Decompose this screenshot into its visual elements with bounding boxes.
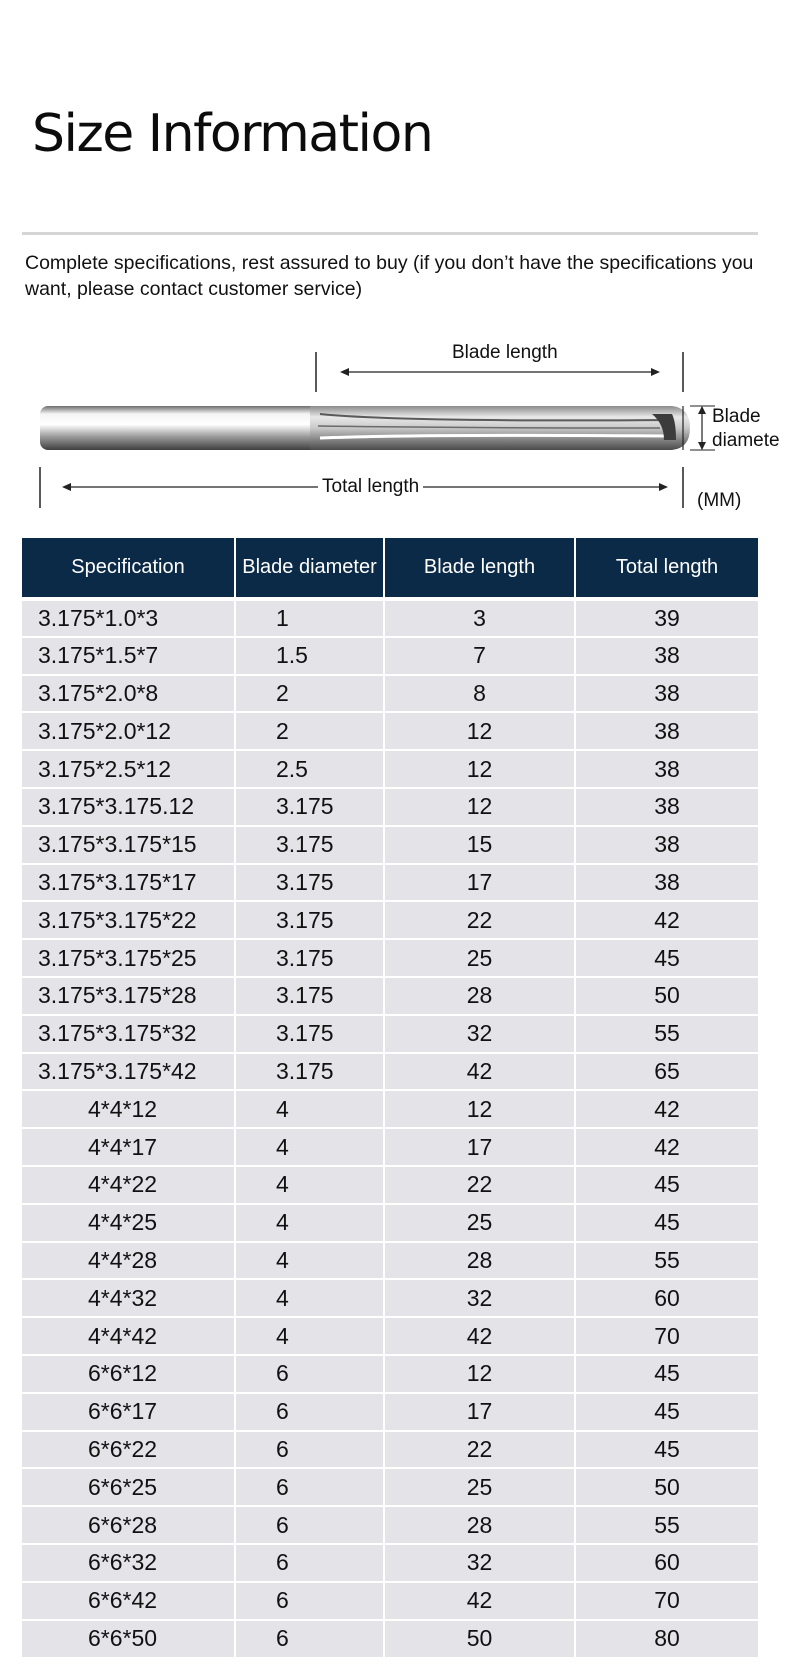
page-subtitle: Complete specifications, rest assured to buy (if you don’t have the specifications you want, please contact customer service) bbox=[25, 252, 754, 300]
cell-total-length: 38 bbox=[575, 788, 758, 826]
cell-blade-diameter: 2 bbox=[235, 675, 384, 713]
cell-blade-diameter: 3.175 bbox=[235, 1053, 384, 1091]
cell-blade-length: 28 bbox=[384, 1506, 575, 1544]
table-row bbox=[22, 750, 758, 788]
size-table-container bbox=[22, 538, 758, 1657]
cell-total-length: 45 bbox=[575, 1431, 758, 1469]
cell-blade-diameter: 3.175 bbox=[235, 788, 384, 826]
cell-total-length: 42 bbox=[575, 1090, 758, 1128]
cell-specification: 4*4*42 bbox=[22, 1317, 235, 1355]
cell-specification: 6*6*42 bbox=[22, 1582, 235, 1620]
table-row bbox=[22, 1242, 758, 1280]
cell-blade-diameter: 4 bbox=[235, 1242, 384, 1280]
cell-total-length: 55 bbox=[575, 1015, 758, 1053]
cell-total-length: 50 bbox=[575, 1468, 758, 1506]
cell-total-length: 45 bbox=[575, 1393, 758, 1431]
table-row bbox=[22, 1468, 758, 1506]
cell-specification: 3.175*3.175.12 bbox=[22, 788, 235, 826]
cell-blade-diameter: 2 bbox=[235, 712, 384, 750]
cell-specification: 4*4*17 bbox=[22, 1128, 235, 1166]
cell-specification: 3.175*2.5*12 bbox=[22, 750, 235, 788]
cell-specification: 6*6*32 bbox=[22, 1544, 235, 1582]
cell-blade-diameter: 1 bbox=[235, 599, 384, 637]
cell-specification: 6*6*12 bbox=[22, 1355, 235, 1393]
table-row bbox=[22, 1582, 758, 1620]
cell-blade-diameter: 1.5 bbox=[235, 637, 384, 675]
cell-blade-length: 42 bbox=[384, 1053, 575, 1091]
tool-dimension-diagram bbox=[0, 330, 790, 530]
end-mill-drawing bbox=[0, 330, 790, 530]
table-row bbox=[22, 939, 758, 977]
table-row bbox=[22, 1393, 758, 1431]
cell-blade-length: 28 bbox=[384, 977, 575, 1015]
cell-blade-length: 25 bbox=[384, 1204, 575, 1242]
cell-total-length: 45 bbox=[575, 1355, 758, 1393]
table-row bbox=[22, 901, 758, 939]
cell-blade-length: 28 bbox=[384, 1242, 575, 1280]
cell-blade-diameter: 6 bbox=[235, 1431, 384, 1469]
title-divider bbox=[22, 232, 758, 235]
cell-specification: 3.175*1.5*7 bbox=[22, 637, 235, 675]
cell-specification: 3.175*3.175*32 bbox=[22, 1015, 235, 1053]
cell-blade-length: 25 bbox=[384, 1468, 575, 1506]
cell-total-length: 38 bbox=[575, 750, 758, 788]
cell-blade-diameter: 4 bbox=[235, 1128, 384, 1166]
cell-blade-diameter: 6 bbox=[235, 1506, 384, 1544]
cell-blade-diameter: 3.175 bbox=[235, 977, 384, 1015]
cell-total-length: 45 bbox=[575, 1166, 758, 1204]
cell-total-length: 70 bbox=[575, 1582, 758, 1620]
table-row bbox=[22, 637, 758, 675]
cell-specification: 3.175*2.0*12 bbox=[22, 712, 235, 750]
header-total-length: Total length bbox=[575, 538, 758, 599]
cell-total-length: 45 bbox=[575, 939, 758, 977]
cell-blade-diameter: 3.175 bbox=[235, 826, 384, 864]
cell-specification: 3.175*3.175*17 bbox=[22, 864, 235, 902]
header-specification: Specification bbox=[22, 538, 235, 599]
cell-blade-diameter: 2.5 bbox=[235, 750, 384, 788]
table-row bbox=[22, 1355, 758, 1393]
cell-blade-diameter: 4 bbox=[235, 1317, 384, 1355]
table-row bbox=[22, 1506, 758, 1544]
cell-blade-length: 12 bbox=[384, 712, 575, 750]
cell-specification: 4*4*32 bbox=[22, 1279, 235, 1317]
table-row bbox=[22, 675, 758, 713]
cell-total-length: 70 bbox=[575, 1317, 758, 1355]
table-row bbox=[22, 1620, 758, 1658]
table-row bbox=[22, 1128, 758, 1166]
table-row bbox=[22, 977, 758, 1015]
cell-specification: 3.175*2.0*8 bbox=[22, 675, 235, 713]
table-row bbox=[22, 712, 758, 750]
cell-blade-diameter: 3.175 bbox=[235, 901, 384, 939]
table-row bbox=[22, 788, 758, 826]
table-row bbox=[22, 1279, 758, 1317]
cell-blade-length: 12 bbox=[384, 750, 575, 788]
cell-blade-length: 15 bbox=[384, 826, 575, 864]
table-row bbox=[22, 1090, 758, 1128]
unit-label: (MM) bbox=[697, 490, 742, 511]
cell-specification: 6*6*50 bbox=[22, 1620, 235, 1658]
cell-specification: 3.175*1.0*3 bbox=[22, 599, 235, 637]
header-blade-length: Blade length bbox=[384, 538, 575, 599]
cell-blade-diameter: 3.175 bbox=[235, 864, 384, 902]
cell-specification: 4*4*22 bbox=[22, 1166, 235, 1204]
cell-blade-length: 42 bbox=[384, 1582, 575, 1620]
cell-specification: 6*6*28 bbox=[22, 1506, 235, 1544]
cell-blade-length: 3 bbox=[384, 599, 575, 637]
table-row bbox=[22, 1053, 758, 1091]
cell-blade-length: 22 bbox=[384, 901, 575, 939]
table-row bbox=[22, 1204, 758, 1242]
cell-blade-diameter: 6 bbox=[235, 1620, 384, 1658]
cell-total-length: 38 bbox=[575, 637, 758, 675]
table-row bbox=[22, 864, 758, 902]
cell-total-length: 55 bbox=[575, 1506, 758, 1544]
cell-total-length: 42 bbox=[575, 1128, 758, 1166]
cell-blade-length: 12 bbox=[384, 788, 575, 826]
blade-length-label: Blade length bbox=[452, 342, 558, 363]
blade-diameter-label-line1: Blade bbox=[712, 406, 761, 427]
cell-total-length: 38 bbox=[575, 675, 758, 713]
total-length-label: Total length bbox=[318, 476, 423, 498]
table-header-row bbox=[22, 538, 758, 599]
cell-specification: 4*4*28 bbox=[22, 1242, 235, 1280]
cell-specification: 3.175*3.175*28 bbox=[22, 977, 235, 1015]
table-row bbox=[22, 1317, 758, 1355]
cell-blade-length: 17 bbox=[384, 1128, 575, 1166]
cell-specification: 3.175*3.175*15 bbox=[22, 826, 235, 864]
cell-blade-diameter: 6 bbox=[235, 1393, 384, 1431]
table-row bbox=[22, 599, 758, 637]
header-blade-diameter: Blade diameter bbox=[235, 538, 384, 599]
cell-total-length: 80 bbox=[575, 1620, 758, 1658]
cell-blade-length: 32 bbox=[384, 1279, 575, 1317]
table-row bbox=[22, 826, 758, 864]
cell-total-length: 45 bbox=[575, 1204, 758, 1242]
cell-blade-diameter: 6 bbox=[235, 1468, 384, 1506]
cell-total-length: 42 bbox=[575, 901, 758, 939]
cell-specification: 4*4*25 bbox=[22, 1204, 235, 1242]
cell-specification: 3.175*3.175*42 bbox=[22, 1053, 235, 1091]
page-title: Size Information bbox=[32, 104, 433, 164]
table-body bbox=[22, 599, 758, 1657]
cell-total-length: 39 bbox=[575, 599, 758, 637]
cell-total-length: 38 bbox=[575, 712, 758, 750]
table-row bbox=[22, 1015, 758, 1053]
cell-specification: 3.175*3.175*25 bbox=[22, 939, 235, 977]
cell-blade-diameter: 6 bbox=[235, 1544, 384, 1582]
cell-blade-length: 32 bbox=[384, 1544, 575, 1582]
cell-blade-length: 50 bbox=[384, 1620, 575, 1658]
cell-total-length: 50 bbox=[575, 977, 758, 1015]
size-table bbox=[22, 538, 758, 1657]
cell-specification: 6*6*17 bbox=[22, 1393, 235, 1431]
cell-blade-length: 17 bbox=[384, 864, 575, 902]
cell-total-length: 60 bbox=[575, 1544, 758, 1582]
cell-specification: 4*4*12 bbox=[22, 1090, 235, 1128]
cell-blade-length: 22 bbox=[384, 1166, 575, 1204]
table-row bbox=[22, 1431, 758, 1469]
cell-blade-length: 42 bbox=[384, 1317, 575, 1355]
cell-blade-length: 17 bbox=[384, 1393, 575, 1431]
cell-total-length: 55 bbox=[575, 1242, 758, 1280]
cell-specification: 6*6*25 bbox=[22, 1468, 235, 1506]
cell-blade-diameter: 4 bbox=[235, 1279, 384, 1317]
cell-blade-length: 32 bbox=[384, 1015, 575, 1053]
cell-total-length: 38 bbox=[575, 826, 758, 864]
cell-blade-diameter: 3.175 bbox=[235, 939, 384, 977]
table-row bbox=[22, 1166, 758, 1204]
cell-blade-length: 8 bbox=[384, 675, 575, 713]
cell-specification: 6*6*22 bbox=[22, 1431, 235, 1469]
cell-blade-diameter: 4 bbox=[235, 1204, 384, 1242]
cell-total-length: 65 bbox=[575, 1053, 758, 1091]
cell-blade-diameter: 4 bbox=[235, 1090, 384, 1128]
table-row bbox=[22, 1544, 758, 1582]
cell-blade-length: 7 bbox=[384, 637, 575, 675]
cell-blade-diameter: 4 bbox=[235, 1166, 384, 1204]
cell-blade-diameter: 6 bbox=[235, 1355, 384, 1393]
cell-specification: 3.175*3.175*22 bbox=[22, 901, 235, 939]
cell-blade-length: 25 bbox=[384, 939, 575, 977]
blade-diameter-label-line2: diamete bbox=[712, 430, 780, 451]
cell-total-length: 60 bbox=[575, 1279, 758, 1317]
cell-total-length: 38 bbox=[575, 864, 758, 902]
cell-blade-length: 12 bbox=[384, 1355, 575, 1393]
cell-blade-length: 12 bbox=[384, 1090, 575, 1128]
cell-blade-diameter: 6 bbox=[235, 1582, 384, 1620]
cell-blade-diameter: 3.175 bbox=[235, 1015, 384, 1053]
cell-blade-length: 22 bbox=[384, 1431, 575, 1469]
